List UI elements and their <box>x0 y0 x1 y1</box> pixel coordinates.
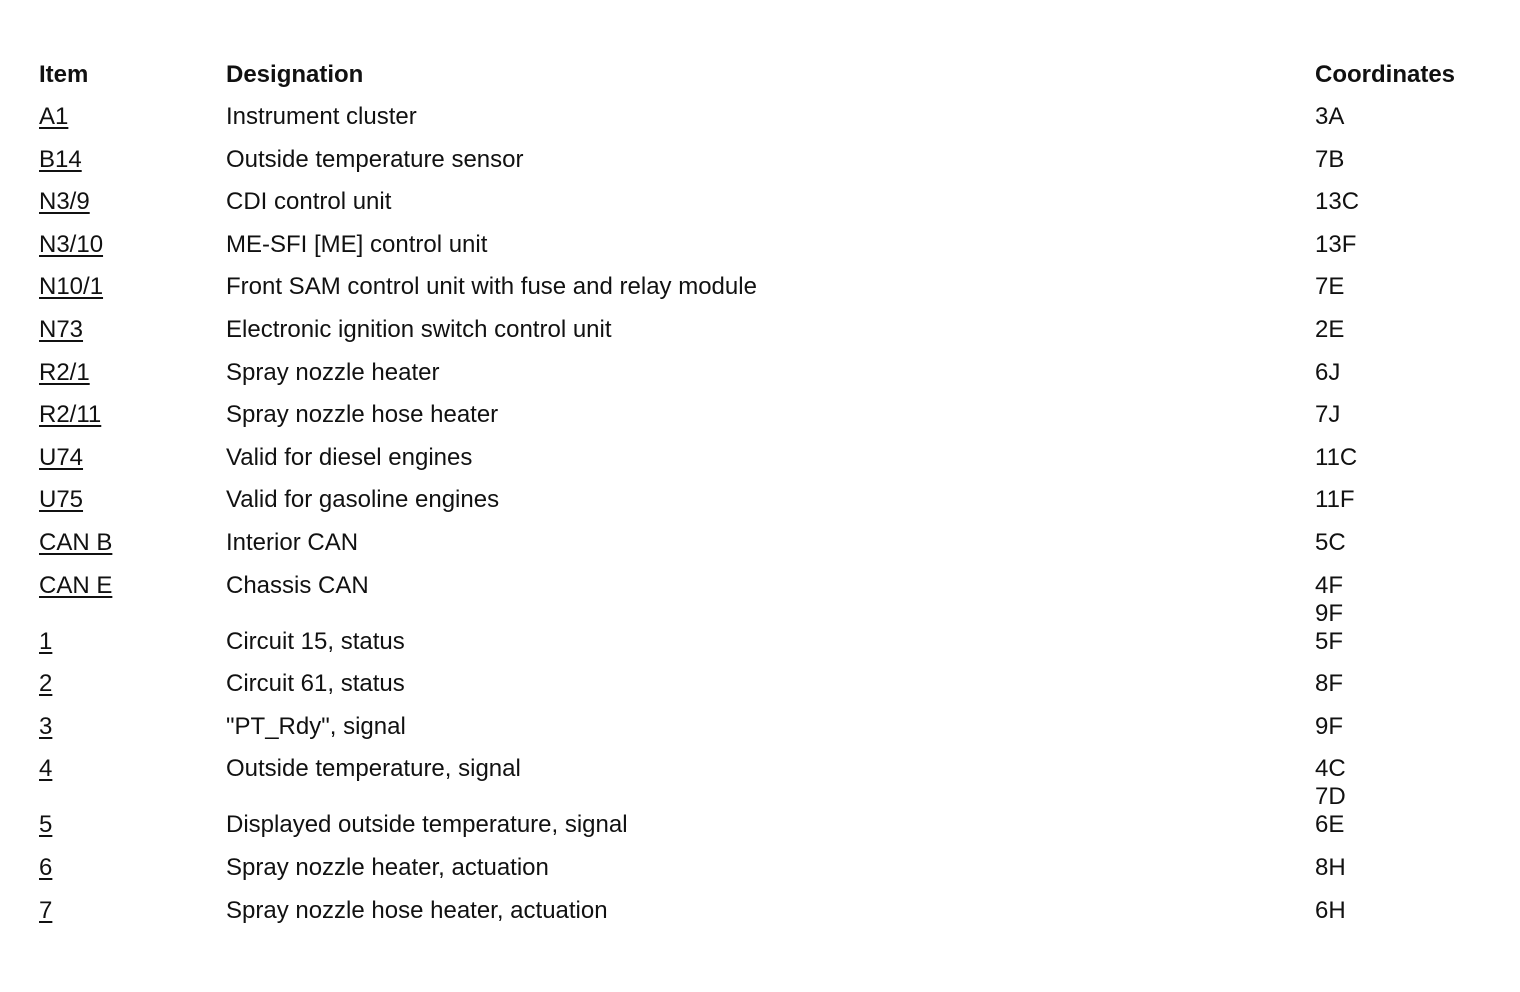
item-link[interactable]: B14 <box>39 145 82 173</box>
table-row <box>39 755 1479 811</box>
item-cell <box>39 486 226 529</box>
item-cell <box>39 273 226 316</box>
coordinate-value: 7E <box>1315 273 1345 301</box>
coordinate-value: 6H <box>1315 896 1346 924</box>
table-row <box>39 897 1479 940</box>
designation-cell: Front SAM control unit with fuse and relay module <box>226 273 757 301</box>
coordinate-value: 6J <box>1315 358 1341 386</box>
designation-cell: Outside temperature sensor <box>226 145 524 173</box>
item-cell <box>39 755 226 811</box>
table-row <box>39 811 1479 854</box>
designation-cell: Circuit 15, status <box>226 627 405 655</box>
designation-cell: Displayed outside temperature, signal <box>226 811 628 839</box>
coordinates-cell <box>1315 146 1479 189</box>
coordinate-value: 9F <box>1315 712 1344 740</box>
item-link[interactable]: 2 <box>39 670 53 698</box>
coordinate-value: 7J <box>1315 401 1341 429</box>
item-link[interactable]: CAN E <box>39 571 113 599</box>
table-row <box>39 854 1479 897</box>
coordinate-value: 8H <box>1315 853 1346 881</box>
designation-cell: Circuit 61, status <box>226 670 405 698</box>
designation-cell: ME-SFI [ME] control unit <box>226 230 488 258</box>
table-row <box>39 188 1479 231</box>
coordinates-cell <box>1315 486 1479 529</box>
table-row <box>39 359 1479 402</box>
item-cell <box>39 103 226 146</box>
designation-cell: Interior CAN <box>226 528 359 556</box>
coordinate-value: 9F <box>1315 599 1344 627</box>
item-cell <box>39 713 226 756</box>
table-row <box>39 713 1479 756</box>
coordinates-cell <box>1315 713 1479 756</box>
coordinates-cell <box>1315 529 1479 572</box>
table-row <box>39 146 1479 189</box>
coordinates-cell <box>1315 103 1479 146</box>
coordinates-cell <box>1315 755 1479 811</box>
coordinates-cell <box>1315 670 1479 713</box>
coordinate-value: 7B <box>1315 145 1345 173</box>
coordinates-cell <box>1315 273 1479 316</box>
designation-cell: Outside temperature, signal <box>226 755 521 783</box>
coordinates-column-header: Coordinates <box>1315 61 1456 88</box>
table-row <box>39 444 1479 487</box>
table-row <box>39 670 1479 713</box>
table-header <box>39 61 1479 103</box>
coordinate-value: 4C <box>1315 755 1346 783</box>
coordinate-value: 11F <box>1315 486 1355 514</box>
designation-cell: Instrument cluster <box>226 103 417 130</box>
item-link[interactable]: N10/1 <box>39 273 104 301</box>
table-row <box>39 529 1479 572</box>
item-cell <box>39 670 226 713</box>
coordinate-value: 13C <box>1315 188 1360 216</box>
item-link[interactable]: 1 <box>39 627 53 655</box>
item-link[interactable]: R2/11 <box>39 401 102 429</box>
designation-cell: Spray nozzle hose heater <box>226 401 499 429</box>
coordinate-value: 5F <box>1315 627 1344 655</box>
coordinates-cell <box>1315 316 1479 359</box>
designation-cell: Spray nozzle hose heater, actuation <box>226 896 608 924</box>
item-cell <box>39 529 226 572</box>
item-link[interactable]: N3/10 <box>39 230 104 258</box>
coordinates-cell <box>1315 897 1479 940</box>
coordinates-cell <box>1315 811 1479 854</box>
designation-cell: Electronic ignition switch control unit <box>226 315 612 343</box>
designation-column-header: Designation <box>226 61 364 88</box>
item-link[interactable]: N3/9 <box>39 188 90 216</box>
coordinate-value: 8F <box>1315 670 1344 698</box>
item-link[interactable]: U74 <box>39 443 84 471</box>
coordinates-cell <box>1315 188 1479 231</box>
coordinate-value: 3A <box>1315 103 1345 130</box>
item-cell <box>39 359 226 402</box>
table-row <box>39 628 1479 671</box>
table-row <box>39 572 1479 628</box>
table-row <box>39 486 1479 529</box>
designation-cell: Chassis CAN <box>226 571 369 599</box>
item-link[interactable]: 6 <box>39 853 53 881</box>
coordinates-cell <box>1315 444 1479 487</box>
table-body <box>39 103 1479 939</box>
table-row <box>39 401 1479 444</box>
item-cell <box>39 572 226 628</box>
legend-table <box>39 61 1479 939</box>
item-cell <box>39 897 226 940</box>
coordinate-value: 7D <box>1315 783 1346 811</box>
designation-cell: Spray nozzle heater, actuation <box>226 853 549 881</box>
item-link[interactable]: CAN B <box>39 528 113 556</box>
coordinate-value: 11C <box>1315 443 1358 471</box>
item-cell <box>39 444 226 487</box>
coordinate-value: 13F <box>1315 230 1357 258</box>
item-link[interactable]: R2/1 <box>39 358 90 386</box>
item-cell <box>39 854 226 897</box>
designation-cell: Valid for gasoline engines <box>226 486 500 514</box>
item-cell <box>39 401 226 444</box>
coordinates-cell <box>1315 854 1479 897</box>
table-row <box>39 273 1479 316</box>
item-link[interactable]: 7 <box>39 896 53 924</box>
item-link[interactable]: N73 <box>39 315 84 343</box>
item-cell <box>39 811 226 854</box>
item-link[interactable]: 4 <box>39 755 53 783</box>
item-cell <box>39 628 226 671</box>
designation-cell: Spray nozzle heater <box>226 358 440 386</box>
coordinates-cell <box>1315 359 1479 402</box>
item-cell <box>39 316 226 359</box>
item-link[interactable]: U75 <box>39 486 84 514</box>
item-cell <box>39 146 226 189</box>
table-row <box>39 316 1479 359</box>
item-column-header: Item <box>39 61 89 88</box>
coordinate-value: 4F <box>1315 571 1344 599</box>
designation-cell: Valid for diesel engines <box>226 443 473 471</box>
item-link[interactable]: A1 <box>39 103 69 130</box>
table-row <box>39 231 1479 274</box>
coordinates-cell <box>1315 572 1479 628</box>
item-link[interactable]: 5 <box>39 811 53 839</box>
coordinates-cell <box>1315 401 1479 444</box>
coordinate-value: 6E <box>1315 811 1345 839</box>
designation-cell: CDI control unit <box>226 188 392 216</box>
coordinate-value: 2E <box>1315 315 1345 343</box>
item-cell <box>39 231 226 274</box>
coordinate-value: 5C <box>1315 528 1346 556</box>
item-cell <box>39 188 226 231</box>
table-row <box>39 103 1479 146</box>
coordinates-cell <box>1315 231 1479 274</box>
coordinates-cell <box>1315 628 1479 671</box>
designation-cell: "PT_Rdy", signal <box>226 712 406 740</box>
item-link[interactable]: 3 <box>39 712 53 740</box>
